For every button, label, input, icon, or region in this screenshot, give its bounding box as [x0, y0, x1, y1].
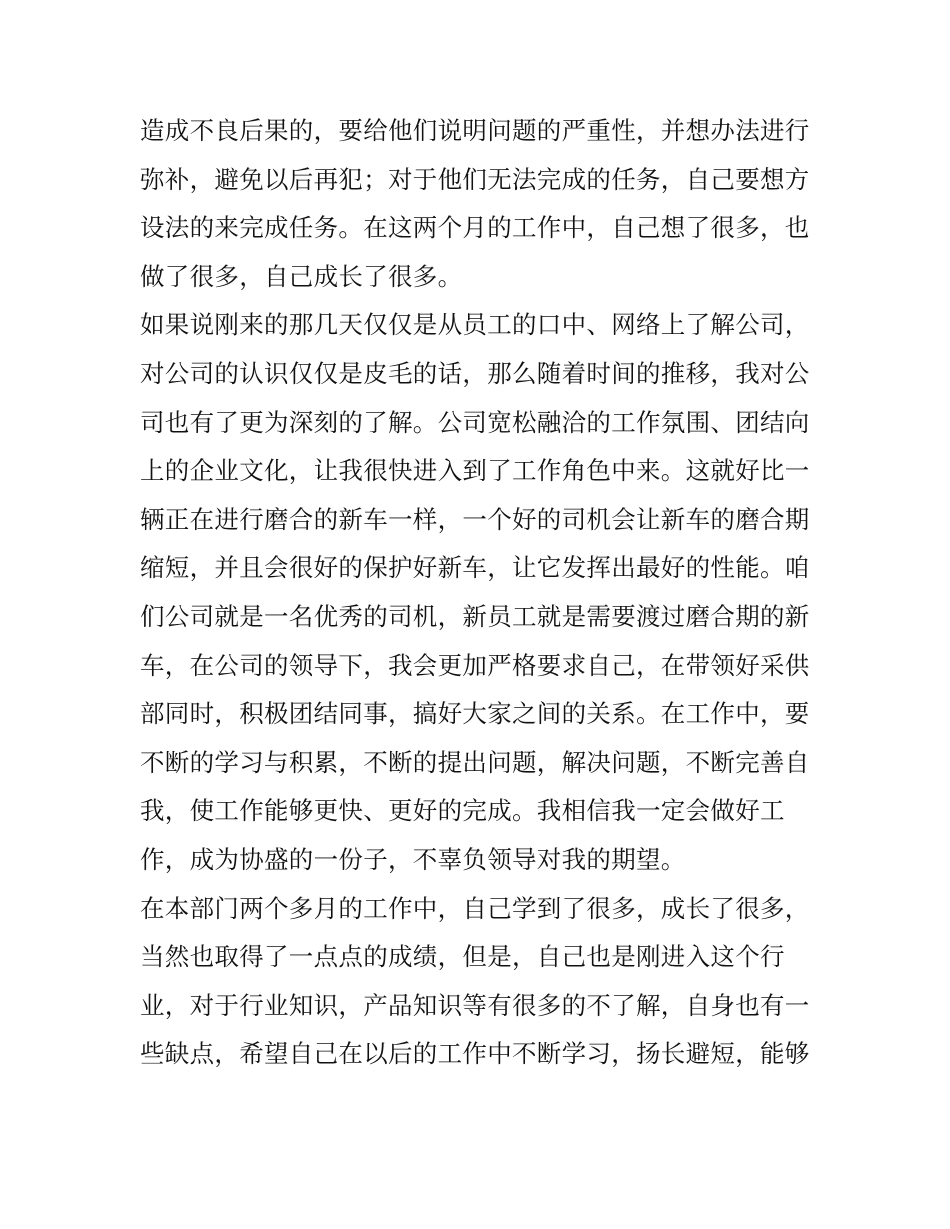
text-line: 在本部门两个多月的工作中，自己学到了很多，成长了很多，: [140, 893, 810, 923]
text-line: 弥补，避免以后再犯；对于他们无法完成的任务，自己要想方: [140, 164, 810, 194]
text-line: 们公司就是一名优秀的司机，新员工就是需要渡过磨合期的新: [140, 601, 810, 631]
text-line: 作，成为协盛的一份子，不辜负领导对我的期望。: [140, 844, 686, 874]
text-line: 辆正在进行磨合的新车一样，一个好的司机会让新车的磨合期: [140, 504, 810, 534]
text-line: 司也有了更为深刻的了解。公司宽松融洽的工作氛围、团结向: [140, 407, 810, 437]
body-text: [140, 107, 820, 1079]
text-line: 缩短，并且会很好的保护好新车，让它发挥出最好的性能。咱: [140, 553, 810, 583]
text-line: 业，对于行业知识，产品知识等有很多的不了解，自身也有一: [140, 990, 810, 1020]
text-line: 部同时，积极团结同事，搞好大家之间的关系。在工作中，要: [140, 699, 810, 729]
text-line: 上的企业文化，让我很快进入到了工作角色中来。这就好比一: [140, 456, 810, 486]
text-line: 设法的来完成任务。在这两个月的工作中，自己想了很多，也: [140, 213, 810, 243]
text-line: 不断的学习与积累，不断的提出问题，解决问题，不断完善自: [140, 747, 810, 777]
text-line: 些缺点，希望自己在以后的工作中不断学习，扬长避短，能够: [140, 1039, 810, 1069]
text-line: 造成不良后果的，要给他们说明问题的严重性，并想办法进行: [140, 116, 810, 145]
text-line: 车，在公司的领导下，我会更加严格要求自己，在带领好采供: [140, 650, 810, 680]
text-line: 我，使工作能够更快、更好的完成。我相信我一定会做好工: [140, 796, 785, 826]
text-line: 当然也取得了一点点的成绩，但是，自己也是刚进入这个行: [140, 942, 785, 972]
text-line: 对公司的认识仅仅是皮毛的话，那么随着时间的推移，我对公: [140, 358, 810, 388]
text-line: 如果说刚来的那几天仅仅是从员工的口中、网络上了解公司，: [140, 310, 810, 340]
text-line: 做了很多，自己成长了很多。: [140, 261, 463, 291]
